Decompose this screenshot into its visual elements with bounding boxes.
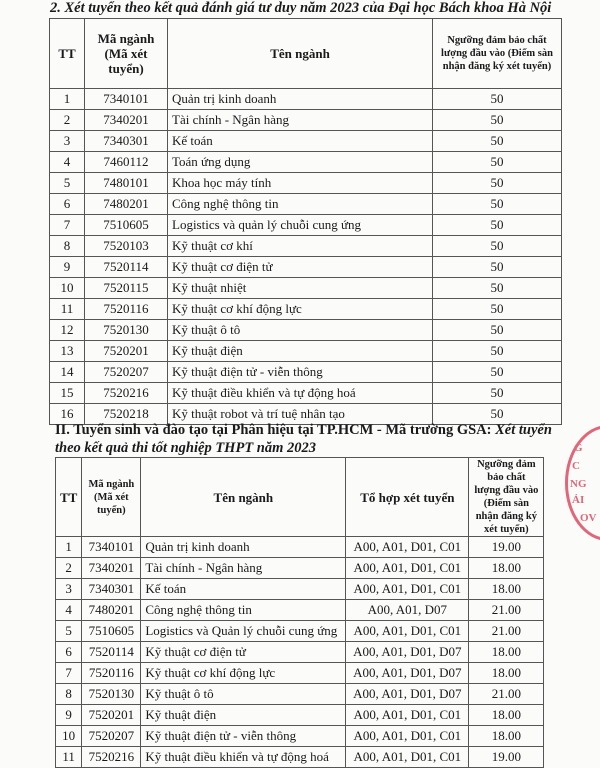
cell-tt: 2 [50,110,85,131]
cell-score: 18.00 [469,705,544,726]
cell-code: 7480201 [85,194,168,215]
cell-score: 50 [433,257,562,278]
table-row [50,131,562,152]
cell-code: 7520216 [82,747,141,768]
cell-score: 50 [433,278,562,299]
cell-name: Logistics và quản lý chuỗi cung ứng [168,215,433,236]
cell-combo: A00, A01, D01, C01 [346,621,469,642]
cell-tt: 11 [50,299,85,320]
cell-name: Kỹ thuật nhiệt [168,278,433,299]
cell-name: Kỹ thuật robot và trí tuệ nhân tạo [168,404,433,425]
table-row [56,537,544,558]
cell-tt: 6 [56,642,82,663]
cell-code: 7520207 [82,726,141,747]
cell-code: 7520207 [85,362,168,383]
cell-score: 50 [433,383,562,404]
cell-code: 7520218 [85,404,168,425]
table-row [50,278,562,299]
cell-combo: A00, A01, D01, C01 [346,558,469,579]
table-row [56,558,544,579]
cell-tt: 4 [50,152,85,173]
cell-code: 7520115 [85,278,168,299]
cell-code: 7340201 [85,110,168,131]
cell-tt: 10 [56,726,82,747]
cell-name: Tài chính - Ngân hàng [168,110,433,131]
col-threshold: Ngưỡng đảm bảo chất lượng đầu vào (Điểm sàn nhận đăng ký xét tuyển) [469,458,544,537]
cell-tt: 6 [50,194,85,215]
table-row [50,89,562,110]
cell-tt: 9 [56,705,82,726]
cell-name: Kỹ thuật cơ điện tử [141,642,346,663]
cell-combo: A00, A01, D01, C01 [346,705,469,726]
cell-code: 7340101 [82,537,141,558]
table-row [50,299,562,320]
cell-name: Kỹ thuật điện [168,341,433,362]
cell-tt: 2 [56,558,82,579]
cell-code: 7340101 [85,89,168,110]
cell-tt: 15 [50,383,85,404]
cell-score: 50 [433,152,562,173]
cell-score: 19.00 [469,747,544,768]
cell-name: Kế toán [168,131,433,152]
cell-name: Kỹ thuật ô tô [168,320,433,341]
cell-tt: 11 [56,747,82,768]
table-row [56,726,544,747]
cell-name: Kỹ thuật điều khiển và tự động hoá [141,747,346,768]
cell-name: Công nghệ thông tin [168,194,433,215]
section1-heading: 2. Xét tuyển theo kết quả đánh giá tư duy năm 2023 của Đại học Bách khoa Hà Nội [50,0,552,16]
cell-score: 18.00 [469,558,544,579]
cell-score: 21.00 [469,621,544,642]
table-row [50,173,562,194]
cell-combo: A00, A01, D01, C01 [346,579,469,600]
cell-code: 7340301 [85,131,168,152]
cell-name: Kỹ thuật điện [141,705,346,726]
cell-score: 18.00 [469,726,544,747]
col-threshold: Ngưỡng đảm bảo chất lượng đầu vào (Điểm sàn nhận đăng ký xét tuyển) [433,19,562,89]
table-row [50,257,562,278]
col-tt: TT [50,19,85,89]
cell-score: 50 [433,236,562,257]
cell-name: Kỹ thuật cơ khí [168,236,433,257]
cell-tt: 8 [50,236,85,257]
cell-tt: 7 [50,215,85,236]
cell-name: Quản trị kinh doanh [168,89,433,110]
cell-combo: A00, A01, D01, C01 [346,726,469,747]
table-row [56,663,544,684]
cell-code: 7520116 [82,663,141,684]
cell-tt: 4 [56,600,82,621]
cell-tt: 10 [50,278,85,299]
cell-name: Kỹ thuật cơ khí động lực [168,299,433,320]
cell-name: Kỹ thuật điều khiển và tự động hoá [168,383,433,404]
table-hcm-branch-thpt [55,457,544,768]
cell-combo: A00, A01, D01, C01 [346,747,469,768]
col-tt: TT [56,458,82,537]
col-name: Tên ngành [141,458,346,537]
cell-name: Khoa học máy tính [168,173,433,194]
cell-name: Kỹ thuật ô tô [141,684,346,705]
cell-tt: 12 [50,320,85,341]
table-row [50,110,562,131]
cell-combo: A00, A01, D01, D07 [346,663,469,684]
cell-tt: 8 [56,684,82,705]
cell-score: 21.00 [469,600,544,621]
cell-name: Kế toán [141,579,346,600]
table-row [50,341,562,362]
cell-tt: 7 [56,663,82,684]
cell-code: 7510605 [82,621,141,642]
cell-code: 7340201 [82,558,141,579]
cell-tt: 13 [50,341,85,362]
table-row [56,579,544,600]
table-row [50,194,562,215]
cell-code: 7520216 [85,383,168,404]
cell-tt: 5 [50,173,85,194]
cell-score: 50 [433,320,562,341]
cell-score: 18.00 [469,663,544,684]
cell-tt: 14 [50,362,85,383]
cell-score: 50 [433,404,562,425]
cell-name: Quản trị kinh doanh [141,537,346,558]
table-row [50,236,562,257]
col-combo: Tổ hợp xét tuyển [346,458,469,537]
cell-score: 21.00 [469,684,544,705]
cell-score: 50 [433,89,562,110]
table-row [56,600,544,621]
cell-code: 7480201 [82,600,141,621]
cell-name: Logistics và Quản lý chuỗi cung ứng [141,621,346,642]
table-row [50,215,562,236]
table-hust-thinking-assessment [49,18,562,425]
table-row [50,152,562,173]
section2-heading: II. Tuyển sinh và đào tạo tại Phân hiệu tại TP.HCM - Mã trường GSA: Xét tuyển theo kết quả thi tốt nghiệp THPT năm 2023 [55,422,552,456]
table-row [56,747,544,768]
cell-score: 18.00 [469,579,544,600]
cell-name: Kỹ thuật điện tử - viễn thông [141,726,346,747]
cell-code: 7520201 [85,341,168,362]
cell-combo: A00, A01, D07 [346,600,469,621]
table-row [56,705,544,726]
cell-combo: A00, A01, D01, C01 [346,537,469,558]
cell-code: 7460112 [85,152,168,173]
cell-score: 50 [433,131,562,152]
table-row [56,621,544,642]
cell-score: 50 [433,194,562,215]
cell-name: Kỹ thuật cơ khí động lực [141,663,346,684]
cell-code: 7520201 [82,705,141,726]
cell-combo: A00, A01, D01, D07 [346,684,469,705]
cell-tt: 1 [56,537,82,558]
cell-code: 7520116 [85,299,168,320]
col-name: Tên ngành [168,19,433,89]
cell-code: 7480101 [85,173,168,194]
cell-tt: 1 [50,89,85,110]
table-row [56,642,544,663]
table-row [56,684,544,705]
cell-combo: A00, A01, D01, D07 [346,642,469,663]
cell-name: Kỹ thuật cơ điện tử [168,257,433,278]
cell-tt: 3 [50,131,85,152]
table-row [50,362,562,383]
cell-name: Tài chính - Ngân hàng [141,558,346,579]
cell-tt: 3 [56,579,82,600]
cell-code: 7520130 [85,320,168,341]
cell-score: 50 [433,215,562,236]
cell-score: 50 [433,110,562,131]
col-code: Mã ngành (Mã xét tuyển) [82,458,141,537]
col-code: Mã ngành (Mã xét tuyển) [85,19,168,89]
table-row [50,383,562,404]
cell-code: 7510605 [85,215,168,236]
cell-code: 7520114 [85,257,168,278]
cell-code: 7340301 [82,579,141,600]
cell-name: Toán ứng dụng [168,152,433,173]
cell-tt: 16 [50,404,85,425]
cell-code: 7520114 [82,642,141,663]
cell-score: 50 [433,341,562,362]
official-seal-stamp: G C NG ẢI OV [565,425,600,541]
cell-code: 7520103 [85,236,168,257]
cell-score: 50 [433,299,562,320]
cell-score: 18.00 [469,642,544,663]
cell-tt: 5 [56,621,82,642]
cell-name: Công nghệ thông tin [141,600,346,621]
cell-code: 7520130 [82,684,141,705]
cell-tt: 9 [50,257,85,278]
cell-score: 50 [433,362,562,383]
cell-name: Kỹ thuật điện tử - viễn thông [168,362,433,383]
table-row [50,320,562,341]
cell-score: 19.00 [469,537,544,558]
cell-score: 50 [433,173,562,194]
